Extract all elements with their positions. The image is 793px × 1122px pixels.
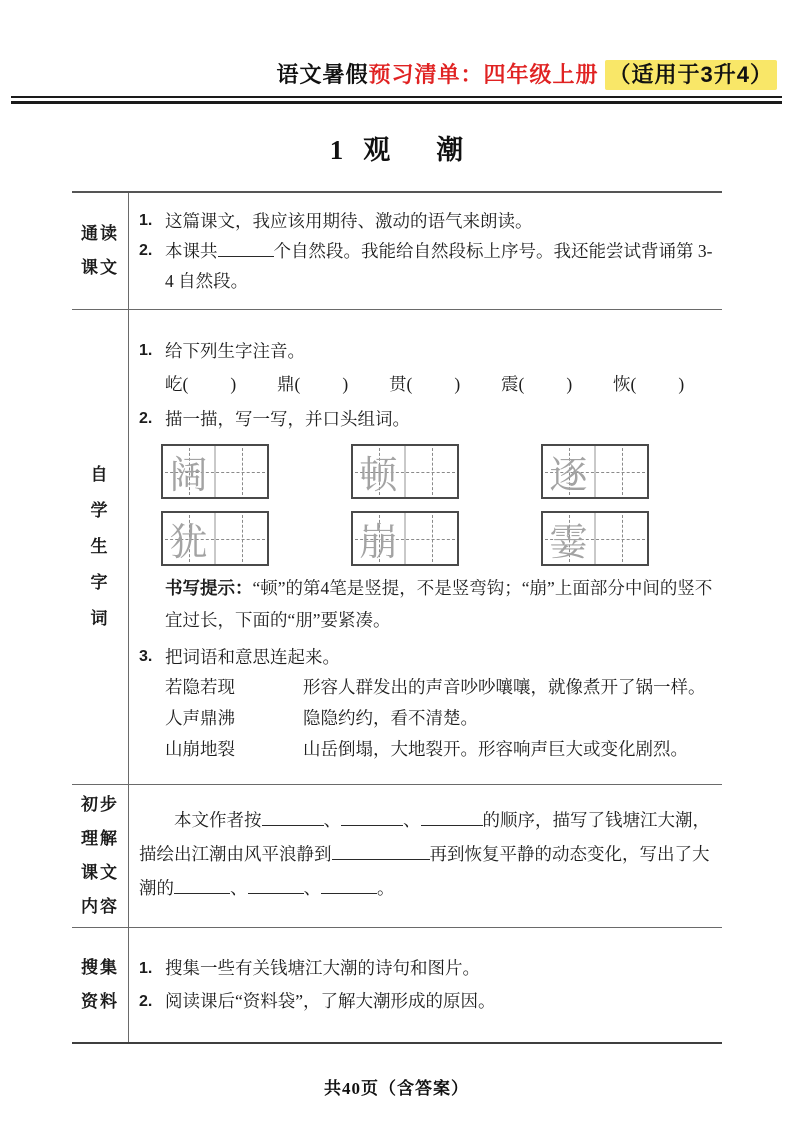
separator: 、	[230, 878, 248, 898]
table-row-comprehension	[72, 785, 722, 928]
paren-close: )	[342, 374, 349, 394]
grid-cell	[163, 446, 216, 497]
row-content-read-aloud	[129, 193, 722, 309]
paren-close: )	[230, 374, 237, 394]
page-footer: 共40页（含答案）	[324, 1079, 469, 1098]
item-number: 3.	[139, 648, 153, 665]
trace-character: 阔	[169, 455, 208, 497]
header-title	[0, 58, 793, 89]
row-label-line: 通读	[81, 224, 119, 243]
row-label-line: 自	[90, 465, 110, 484]
lesson-number: 1	[329, 135, 344, 165]
item-text-segment: 本课共	[165, 241, 218, 261]
word-term: 山崩地裂	[165, 739, 235, 759]
item-text	[165, 236, 714, 296]
item-number: 1.	[139, 960, 153, 977]
fill-in-blank	[174, 880, 230, 894]
row-label-line: 课文	[81, 258, 119, 277]
tracing-box	[161, 511, 269, 566]
word-meaning-pair	[139, 703, 725, 734]
grid-cell-empty	[216, 513, 267, 564]
character: 贯	[389, 374, 407, 394]
fill-in-blank	[421, 812, 483, 826]
fill-in-blank	[321, 880, 377, 894]
paren-open: (	[406, 374, 413, 394]
item-number: 1.	[139, 342, 153, 359]
grid-cell-empty	[596, 513, 647, 564]
tracing-box	[351, 444, 459, 499]
row-label-line: 课文	[81, 863, 119, 882]
grid-cell-empty	[406, 513, 457, 564]
list-item	[139, 402, 725, 436]
paragraph-segment: 的顺序，描写了钱塘江大潮，描绘出江潮由风平浪静到	[139, 810, 710, 864]
paren-close: )	[678, 374, 685, 394]
separator: 、	[303, 878, 321, 898]
character: 震	[501, 374, 519, 394]
word-definition: 隐隐约约，看不清楚。	[303, 708, 478, 728]
separator: 。	[377, 878, 395, 898]
list-item	[139, 206, 714, 236]
row-label-line: 生	[90, 537, 110, 556]
tracing-box	[541, 511, 649, 566]
row-label-line: 学	[90, 501, 110, 520]
item-text: 把词语和意思连起来。	[165, 647, 340, 667]
header-grade-badge: （适用于3升4）	[605, 60, 777, 90]
list-item	[139, 642, 725, 672]
paren-open: (	[630, 374, 637, 394]
trace-character: 崩	[359, 522, 398, 564]
writing-tip-label: 书写提示：	[165, 578, 253, 598]
item-number: 2.	[139, 410, 153, 427]
paragraph-segment: 再到恢复平静的动态变化，写出了大潮的	[139, 844, 710, 898]
paren-open: (	[182, 374, 189, 394]
grid-cell	[543, 446, 596, 497]
row-content-collect-materials	[129, 928, 722, 1042]
row-content-comprehension	[129, 785, 722, 927]
row-label-line: 字	[90, 573, 110, 592]
writing-tip	[139, 572, 725, 636]
table-row-self-study-words	[72, 310, 722, 785]
pinyin-item	[613, 366, 725, 402]
worksheet-table	[72, 191, 722, 1044]
separator: 、	[323, 810, 341, 830]
tracing-box	[161, 444, 269, 499]
row-label-line: 资料	[81, 992, 119, 1011]
paragraph-segment: 本文作者按	[174, 810, 262, 830]
row-label-line: 理解	[81, 829, 119, 848]
list-item	[139, 336, 725, 366]
row-content-self-study-words	[129, 310, 733, 784]
lesson-title	[0, 128, 793, 167]
list-item	[139, 236, 714, 296]
paren-close: )	[566, 374, 573, 394]
table-row-collect-materials	[72, 928, 722, 1042]
trace-character: 霎	[549, 522, 588, 564]
item-text: 搜集一些有关钱塘江大潮的诗句和图片。	[165, 958, 480, 978]
pinyin-item	[165, 366, 277, 402]
row-label-collect-materials	[72, 928, 129, 1042]
grid-cell-empty	[596, 446, 647, 497]
row-label-self-study-words	[72, 310, 129, 784]
fill-in-paragraph	[139, 803, 712, 905]
pinyin-item	[389, 366, 501, 402]
page-header	[0, 0, 793, 104]
character: 屹	[165, 374, 183, 394]
grid-cell-empty	[406, 446, 457, 497]
item-text: 描一描，写一写，并口头组词。	[165, 409, 410, 429]
paren-open: (	[518, 374, 525, 394]
item-number: 1.	[139, 212, 153, 229]
word-meaning-pair	[139, 734, 725, 765]
word-meaning-pair	[139, 672, 725, 703]
item-text-segment: 个自然段。我能给自然段标上序号。我还能尝试背诵第 3-4 自然段。	[165, 241, 713, 291]
character-tracing-grids	[139, 444, 725, 566]
fill-in-blank	[248, 880, 304, 894]
fill-in-blank	[341, 812, 403, 826]
header-series: 预习清单：四年级上册	[368, 62, 599, 87]
table-row-read-aloud	[72, 193, 722, 310]
item-text: 阅读课后“资料袋”，了解大潮形成的原因。	[165, 991, 496, 1011]
fill-in-blank	[262, 812, 324, 826]
fill-in-blank	[332, 846, 430, 860]
list-item	[139, 952, 714, 985]
word-term: 人声鼎沸	[165, 708, 235, 728]
word-term: 若隐若现	[165, 677, 235, 697]
item-text: 这篇课文，我应该用期待、激动的语气来朗读。	[165, 211, 533, 231]
lesson-title-char-1: 观	[363, 135, 391, 165]
trace-character: 犹	[169, 522, 208, 564]
list-item	[139, 985, 714, 1018]
grid-cell	[163, 513, 216, 564]
pinyin-item	[501, 366, 613, 402]
character: 鼎	[277, 374, 295, 394]
paren-close: )	[454, 374, 461, 394]
row-label-line: 初步	[81, 795, 119, 814]
pinyin-item	[277, 366, 389, 402]
row-label-line: 搜集	[81, 958, 119, 977]
writing-tip-text: “顿”的第4笔是竖提，不是竖弯钩；“崩”上面部分中间的竖不宜过长，下面的“朋”要紧凑。	[165, 578, 713, 630]
grid-cell	[353, 446, 406, 497]
row-label-line: 词	[90, 609, 110, 628]
tracing-box	[541, 444, 649, 499]
word-definition: 形容人群发出的声音吵吵嚷嚷，就像煮开了锅一样。	[303, 677, 706, 697]
header-subject: 语文暑假	[276, 62, 369, 87]
tracing-box	[351, 511, 459, 566]
grid-row	[161, 511, 725, 566]
fill-in-blank	[218, 243, 274, 257]
grid-cell-empty	[216, 446, 267, 497]
item-number: 2.	[139, 993, 153, 1010]
grid-cell	[353, 513, 406, 564]
grid-cell	[543, 513, 596, 564]
item-text: 给下列生字注音。	[165, 341, 305, 361]
word-definition: 山岳倒塌，大地裂开。形容响声巨大或变化剧烈。	[303, 739, 688, 759]
separator: 、	[403, 810, 421, 830]
character: 恢	[613, 374, 631, 394]
pinyin-exercise-line	[139, 366, 725, 402]
trace-character: 顿	[359, 455, 398, 497]
trace-character: 逐	[549, 455, 588, 497]
row-label-read-aloud	[72, 193, 129, 309]
row-label-comprehension	[72, 785, 129, 927]
grid-row	[161, 444, 725, 499]
item-number: 2.	[139, 242, 153, 259]
row-label-line: 内容	[81, 897, 119, 916]
header-divider	[11, 96, 782, 104]
paren-open: (	[294, 374, 301, 394]
lesson-title-char-2: 潮	[436, 135, 464, 165]
